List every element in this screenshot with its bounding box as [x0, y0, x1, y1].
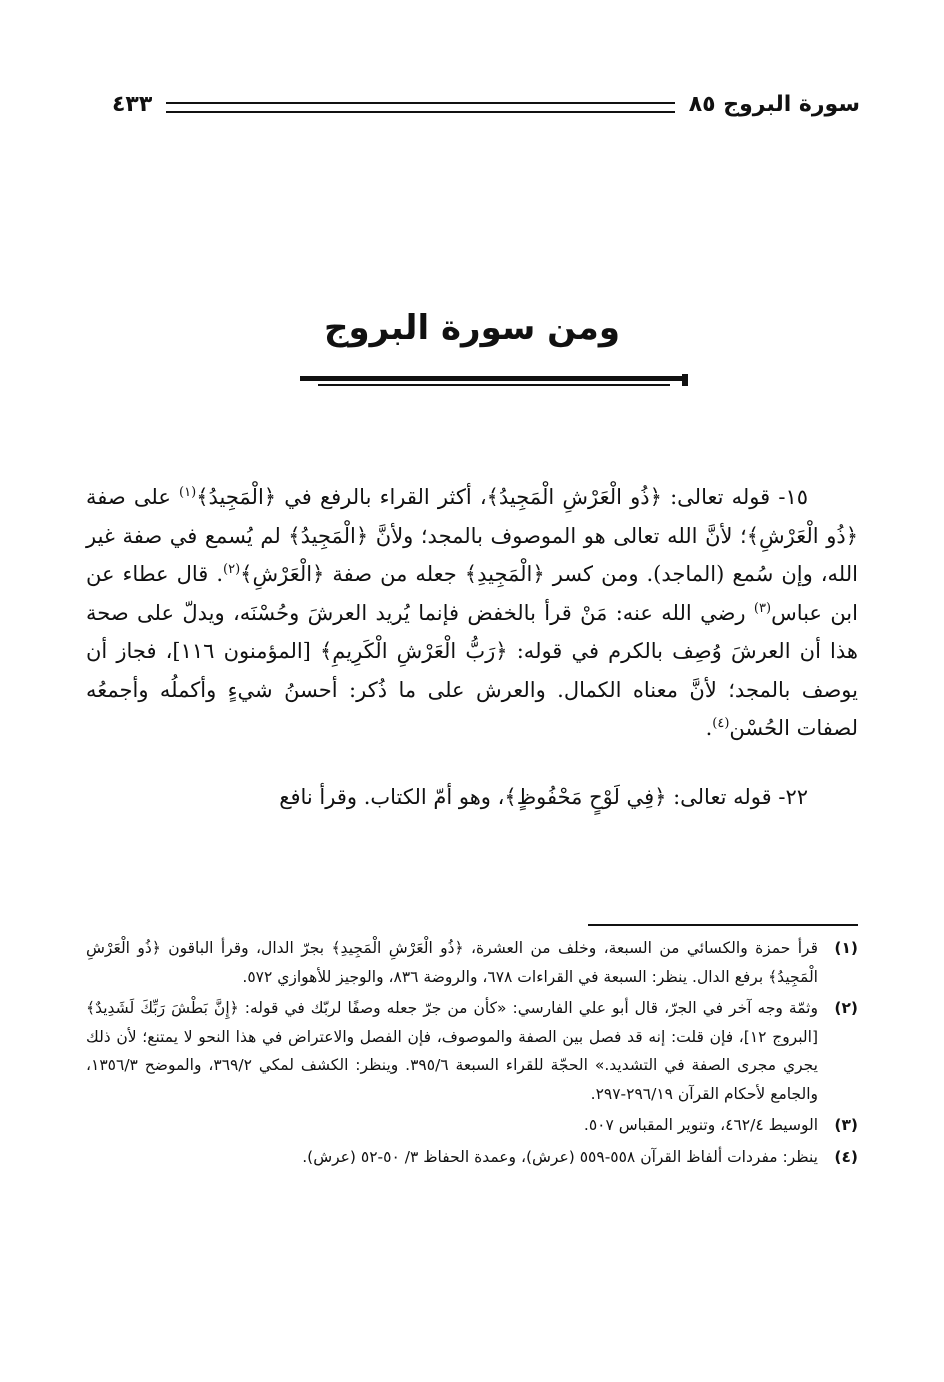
footnote-text: ينظر: مفردات ألفاظ القرآن ٥٥٨-٥٥٩ (عرش)، وعمدة الحفاظ ٣/ ٥٠-٥٢ (عرش). [302, 1147, 818, 1166]
footnote-1 [86, 934, 858, 991]
footnote-text: الوسيط ٤٦٢/٤، وتنوير المقباس ٥٠٧. [583, 1116, 818, 1134]
paragraph-verse-22: ٢٢- قوله تعالى: ﴿فِي لَوْحٍ مَحْفُوظٍ﴾، وهو أمّ الكتاب. وقرأ نافع [279, 784, 808, 809]
ornament-thick-bar [300, 376, 688, 381]
header-surah-number: ٨٥ [688, 91, 716, 117]
footnote-number: (٤) [834, 1147, 858, 1166]
main-text [86, 478, 858, 816]
chapter-title: ومن سورة البروج [324, 308, 620, 348]
paragraph-1-part-d: رضي الله عنه: مَنْ قرأ بالخفض فإنما يُريد العرشَ وحُسْنَه، ويدلّ على صحة هذا أن العرشَ وُصِف بالكرم في قوله: ﴿رَبُّ الْعَرْشِ الْكَرِيمِ﴾ [المؤمنون ١١٦]، فجاز أن يوصف بالمجد؛ لأنَّ معناه الكمال. والعرش على ما ذُكر: أحسنُ شيءٍ وأكملُه وأجمعُه لصفات الحُسْن [86, 600, 858, 740]
running-header [112, 84, 860, 124]
footnote-ref-3[interactable]: (٣) [753, 600, 772, 616]
ornament-thin-bar [318, 384, 670, 386]
paragraph-1-part-b: على صفة ﴿ذُو الْعَرْشِ﴾؛ لأنَّ الله تعالى هو الموصوف بالمجد؛ ولأنَّ ﴿الْمَجِيدُ﴾ لم يُسمع في صفة غير الله، وإن سُمع (الماجد). ومن كسر ﴿الْمَجِيدِ﴾ جعله من صفة ﴿الْعَرْشِ﴾ [86, 485, 858, 586]
page-number: ٤٣٣ [112, 91, 153, 117]
footnote-4 [86, 1143, 858, 1172]
footnote-2 [86, 994, 858, 1108]
footnote-ref-2[interactable]: (٢) [223, 562, 241, 577]
paragraph-1-part-e: . [705, 716, 713, 740]
footnote-ref-1[interactable]: (١) [179, 485, 197, 500]
header-surah-title [689, 92, 860, 117]
footnote-number: (١) [834, 939, 858, 957]
footnote-number: (٣) [834, 1116, 858, 1134]
footnote-number: (٢) [834, 999, 858, 1017]
footnote-text: قرأ حمزة والكسائي من السبعة، وخلف من العشرة، ﴿ذُو الْعَرْشِ الْمَجِيدِ﴾ بجرّ الدال، وقرأ الباقون ﴿ذُو الْعَرْشِ الْمَجِيدُ﴾ برفع الدال. ينظر: السبعة في القراءات ٦٧٨، والروضة ٨٣٦، والوجيز للأهوازي ٥٧٢. [86, 939, 818, 986]
footnote-separator [588, 924, 858, 926]
footnote-ref-4[interactable]: (٤) [712, 716, 730, 731]
paragraph-verse-15 [86, 478, 858, 748]
footnote-text: وثمّة وجه آخر في الجرّ، قال أبو علي الفارسي: «كأن من جرّ جعله وصفًا لربّك في قوله: ﴿إِنَّ بَطْشَ رَبِّكَ لَشَدِيدٌ﴾ [البروج ١٢]، فإن قلت: إنه قد فصل بين الصفة والموصوف، فإن الفصل والاعتراض في هذا النحو لا يمتنع؛ لأن ذلك يجري مجرى الصفة في التشديد.» الحجّة للقراء السبعة ٣٩٥/٦. وينظر: الكشف لمكي ٣٦٩/٢، والموضح ١٣٥٦/٣، والجامع لأحكام القرآن ٢٩٦/١٩-٢٩٧. [86, 999, 818, 1103]
footnotes-section [86, 934, 858, 1174]
paragraph-1-part-c: . قال عطاء عن ابن عباس [86, 562, 858, 625]
ornament-right-cap [682, 374, 688, 386]
paragraph-1-part-a: ١٥- قوله تعالى: ﴿ذُو الْعَرْشِ الْمَجِيدُ﴾، أكثر القراء بالرفع في ﴿الْمَجِيدُ﴾ [196, 485, 808, 509]
header-surah-name: سورة البروج [723, 91, 860, 117]
title-underline-ornament [298, 374, 690, 388]
footnote-3 [86, 1111, 858, 1140]
header-double-rule [166, 102, 674, 113]
